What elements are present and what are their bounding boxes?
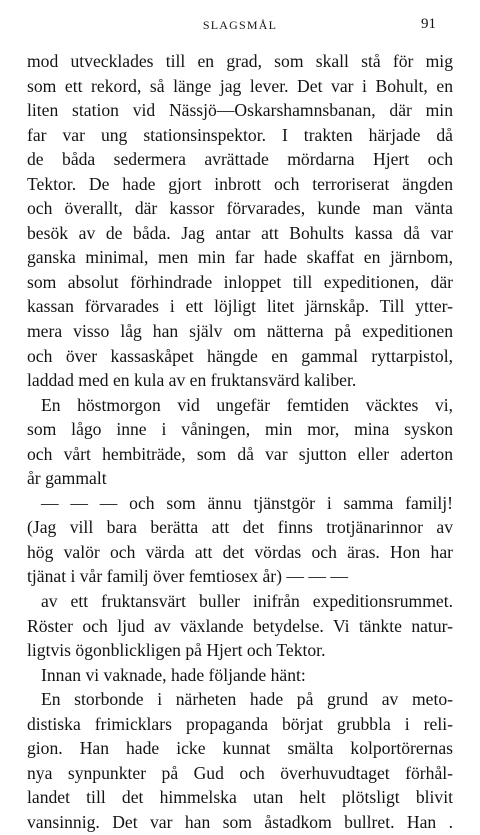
- text-line: (Jag vill bara berätta att det finns trotjänarinnor av: [27, 517, 453, 538]
- text-line: mod utvecklades till en grad, som skall stå för mig: [27, 51, 453, 71]
- text-line: kassan förvarades i ett löjligt litet järnskåp. Till ytter-: [27, 296, 453, 317]
- text-line: och vårt hembiträde, som då var sjutton eller aderton: [27, 443, 453, 464]
- text-line: Innan vi vaknade, hade följande hänt:: [41, 664, 306, 685]
- text-line: ligtvis ögonblickligen på Hjert och Tektor.: [27, 640, 326, 661]
- text-line: En storbonde i närheten hade på grund av meto-: [41, 689, 453, 710]
- text-line: gion. Han hade icke kunnat smälta kolportörernas: [27, 738, 453, 759]
- text-line: landet till det himmelska utan helt plötsligt blivit: [27, 787, 453, 808]
- text-line: som ett rekord, så länge jag lever. Det var i Bohult, en: [27, 75, 453, 96]
- text-line: och över kassaskåpet hängde en gammal ryttarpistol,: [27, 345, 453, 366]
- text-line: Röster och ljud av växlande betydelse. Vi tänkte natur-: [27, 615, 453, 636]
- text-line: distiska frimicklars propaganda börjat grubbla i reli-: [27, 713, 453, 734]
- text-line: Tektor. De hade gjort inbrott och terroriserat ängden: [27, 173, 453, 194]
- text-line: som absolut förhindrade inloppet till expeditionen, där: [27, 271, 453, 292]
- text-line: liten station vid Nässjö—Oskarshamnsbanan, där min: [27, 100, 453, 121]
- text-line: besök av de båda. Jag antar att Bohults kassa då var: [27, 222, 453, 243]
- running-head-title: SLAGSMÅL: [202, 18, 278, 32]
- text-line: tjänat i vår familj över femtiosex år) — — —: [27, 566, 348, 587]
- text-line: och överallt, där kassor förvarades, kunde man vänta: [27, 198, 453, 219]
- page-number: 91: [421, 16, 436, 32]
- text-line: ganska minimal, men min far hade skaffat en järnbom,: [27, 247, 453, 268]
- text-line: En höstmorgon vid ungefär femtiden väcktes vi,: [41, 394, 453, 415]
- text-line: far var ung stationsinspektor. I trakten härjade då: [27, 124, 453, 145]
- text-line: av ett fruktansvärt buller inifrån expeditionsrummet.: [41, 591, 453, 612]
- text-line: år gammalt: [27, 468, 107, 489]
- text-line: — — — och som ännu tjänstgör i samma familj!: [41, 492, 453, 513]
- text-line: nya synpunkter på Gud och överhuvudtaget förhål-: [27, 762, 453, 783]
- body-text: [27, 49, 453, 835]
- text-line: som lågo inne i våningen, min mor, mina syskon: [27, 419, 453, 440]
- text-line: vansinnig. Det var han som åstadkom bullret. Han .: [27, 811, 453, 832]
- text-line: de båda sedermera avrättade mördarna Hjert och: [27, 149, 453, 170]
- text-line: laddad med en kula av en fruktansvärd kaliber.: [27, 370, 357, 391]
- text-line: mera visso låg han själv om nätterna på expeditionen: [27, 321, 453, 342]
- text-line: hög valör och värda att det vördas och äras. Hon har: [27, 541, 453, 562]
